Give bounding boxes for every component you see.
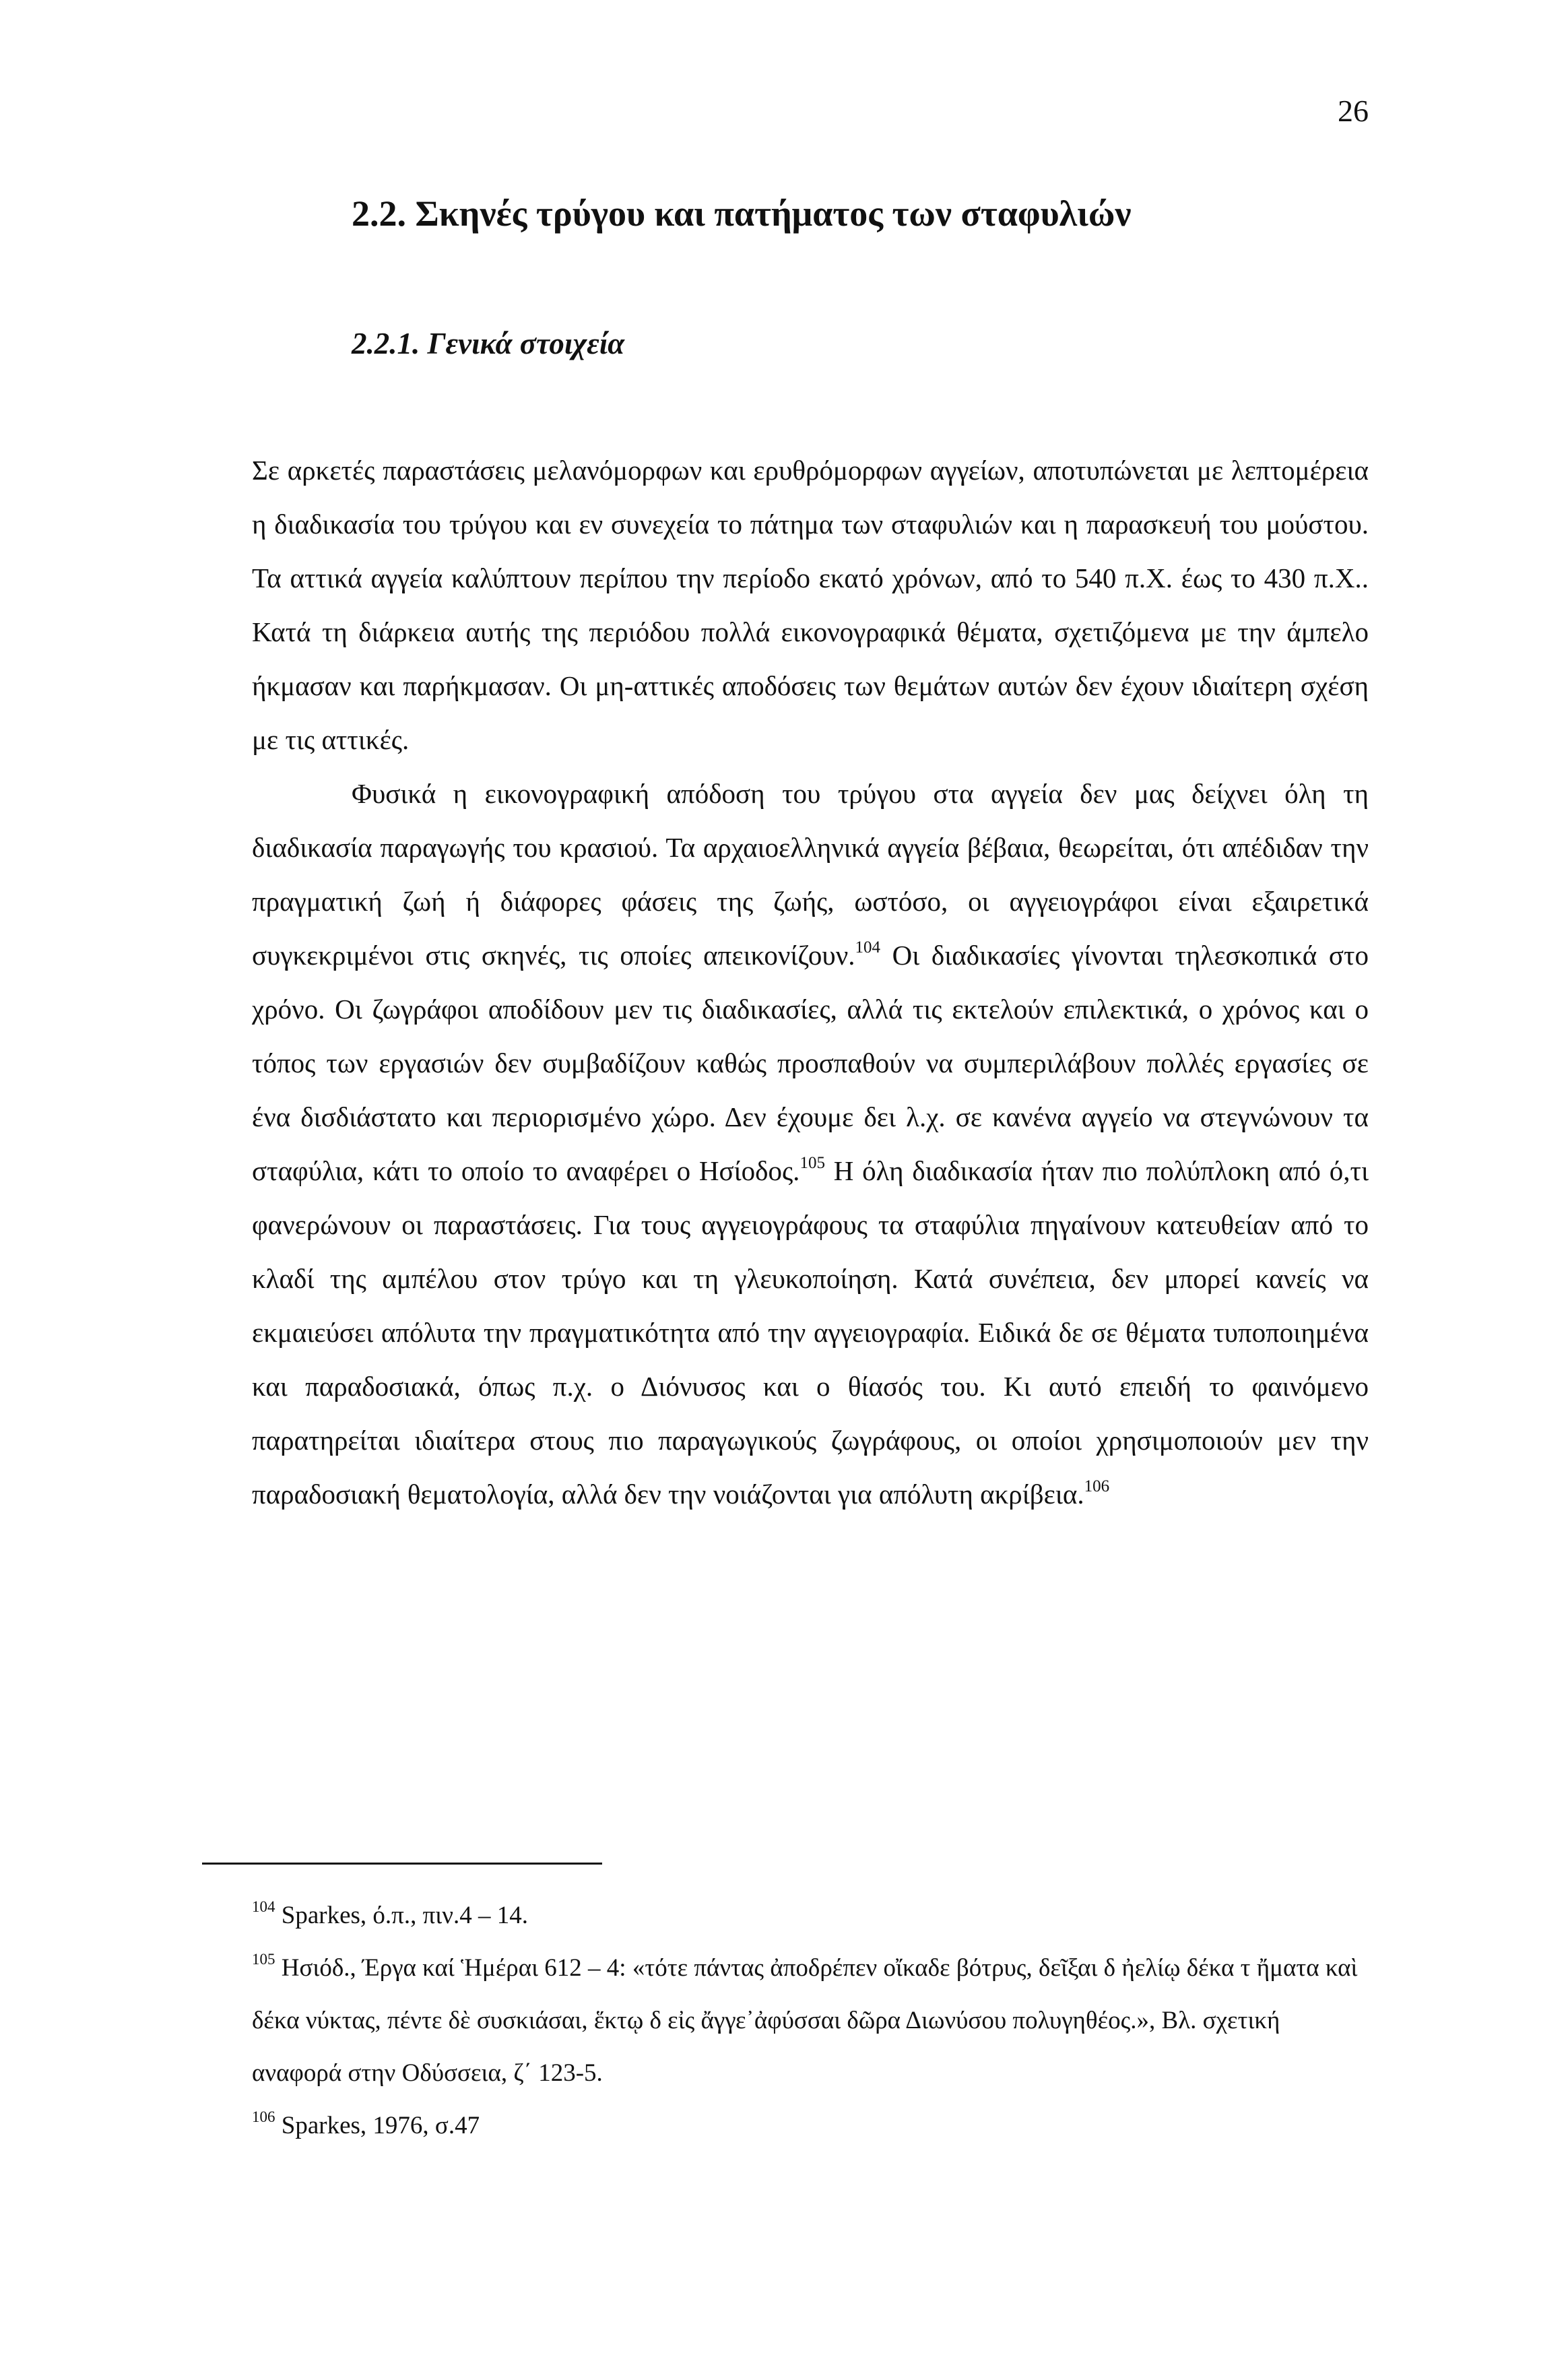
- paragraph-1: Σε αρκετές παραστάσεις μελανόμορφων και ερυθρόμορφων αγγείων, αποτυπώνεται με λεπτομέρεια η διαδικασία του τρύγου και εν συνεχεία το πάτημα των σταφυλιών και η παρασκευή του μούστου. Τα αττικά αγγεία καλύπτουν περίπου την περίοδο εκατό χρόνων, από το 540 π.Χ. έως το 430 π.Χ.. Κατά τη διάρκεια αυτής της περιόδου πολλά εικονογραφικά θέματα, σχετιζόμενα με την άμπελο ήκμασαν και παρήκμασαν. Οι μη-αττικές αποδόσεις των θεμάτων αυτών δεν έχουν ιδιαίτερη σχέση με τις αττικές.: [252, 455, 1369, 755]
- footnote-text: Sparkes, 1976, σ.47: [275, 2112, 480, 2139]
- paragraph-2: [252, 767, 1369, 1521]
- subsection-heading: 2.2.1. Γενικά στοιχεία: [352, 327, 625, 360]
- footnote-number: 106: [252, 2108, 275, 2125]
- footnote: [252, 2100, 1369, 2152]
- paragraph-2-part-1: Φυσικά η εικονογραφική απόδοση του τρύγου στα αγγεία δεν μας δείχνει όλη τη διαδικασία παραγωγής του κρασιού. Τα αρχαιοελληνικά αγγεία βέβαια, θεωρείται, ότι απέδιδαν την πραγματική ζωή ή διάφορες φάσεις της ζωής, ωστόσο, οι αγγειογράφοι είναι εξαιρετικά συγκεκριμένοι στις σκηνές, τις οποίες απεικονίζουν.: [252, 778, 1369, 971]
- footnote-number: 105: [252, 1951, 275, 1968]
- footnote-separator: [202, 1863, 602, 1865]
- footnote-reference: 105: [799, 1154, 825, 1172]
- footnote: [252, 1942, 1369, 2100]
- footnote-reference: 104: [855, 938, 880, 957]
- footnote-text: Sparkes, ό.π., πιν.4 – 14.: [275, 1902, 528, 1929]
- footnote-reference: 106: [1084, 1477, 1110, 1495]
- body-text: [252, 443, 1369, 1521]
- footnote-text: Ησιόδ., Έργα καί Ἡμέραι 612 – 4: «τότε πάντας ἀποδρέπεν οἴκαδε βότρυς, δεῖξαι δ ἠελίῳ δέκα τ ἤματα καὶ δέκα νύκτας, πέντε δὲ συσκιάσαι, ἕκτῳ δ εἰς ἄγγε᾿ἀφύσσαι δῶρα Διωνύσου πολυγηθέος.», Βλ. σχετική αναφορά στην Οδύσσεια, ζ΄ 123-5.: [252, 1954, 1358, 2087]
- paragraph-2-part-2: Οι διαδικασίες γίνονται τηλεσκοπικά στο χρόνο. Οι ζωγράφοι αποδίδουν μεν τις διαδικασίες, αλλά τις εκτελούν επιλεκτικά, ο χρόνος και ο τόπος των εργασιών δεν συμβαδίζουν καθώς προσπαθούν να συμπεριλάβουν πολλές εργασίες σε ένα δισδιάστατο και περιορισμένο χώρο. Δεν έχουμε δει λ.χ. σε κανένα αγγείο να στεγνώνουν τα σταφύλια, κάτι το οποίο το αναφέρει ο Ησίοδος.: [252, 940, 1369, 1186]
- section-heading: 2.2. Σκηνές τρύγου και πατήματος των σταφυλιών: [352, 193, 1132, 234]
- footnote-number: 104: [252, 1898, 275, 1915]
- footnotes: [252, 1889, 1369, 2152]
- footnote: [252, 1889, 1369, 1942]
- page-number: 26: [1338, 94, 1369, 128]
- paragraph-2-part-3: Η όλη διαδικασία ήταν πιο πολύπλοκη από ό,τι φανερώνουν οι παραστάσεις. Για τους αγγειογράφους τα σταφύλια πηγαίνουν κατευθείαν από το κλαδί της αμπέλου στον τρύγο και τη γλευκοποίηση. Κατά συνέπεια, δεν μπορεί κανείς να εκμαιεύσει απόλυτα την πραγματικότητα από την αγγειογραφία. Ειδικά δε σε θέματα τυποποιημένα και παραδοσιακά, όπως π.χ. ο Διόνυσος και ο θίασός του. Κι αυτό επειδή το φαινόμενο παρατηρείται ιδιαίτερα στους πιο παραγωγικούς ζωγράφους, οι οποίοι χρησιμοποιούν μεν την παραδοσιακή θεματολογία, αλλά δεν την νοιάζονται για απόλυτη ακρίβεια.: [252, 1155, 1369, 1510]
